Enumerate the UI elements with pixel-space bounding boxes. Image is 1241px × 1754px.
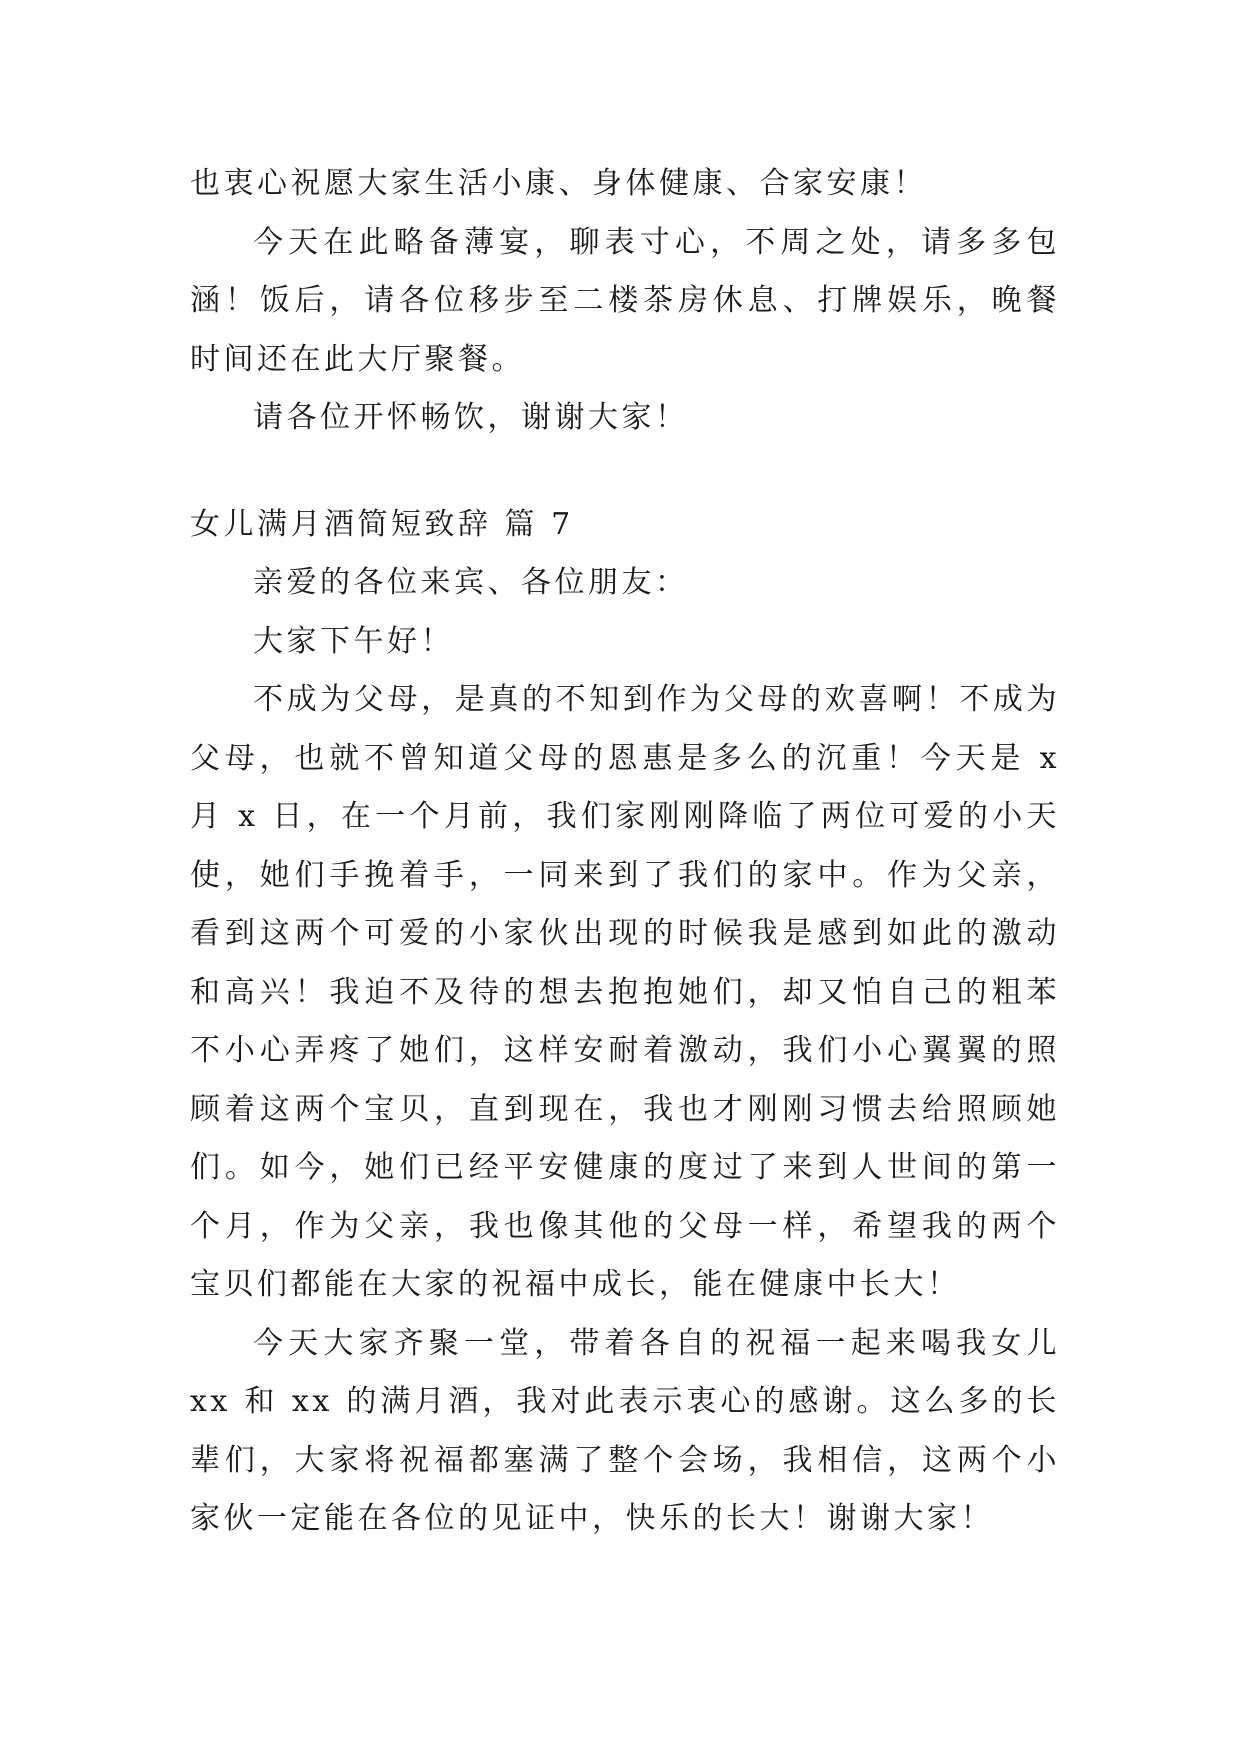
paragraph-thanks: 今天大家齐聚一堂，带着各自的祝福一起来喝我女儿 xx 和 xx 的满月酒，我对此表示衷心的感谢。这么多的长辈们，大家将祝福都塞满了整个会场，我相信，这两个小家伙一定能在各位的见证中，快乐的长大！谢谢大家！ xyxy=(190,1325,1060,1536)
paragraph-parenthood: 不成为父母，是真的不知到作为父母的欢喜啊！不成为父母，也就不曾知道父母的恩惠是多么的沉重！今天是 x 月 x 日，在一个月前，我们家刚刚降临了两位可爱的小天使，她们手挽着手，一同来到了我们的家中。作为父亲，看到这两个可爱的小家伙出现的时候我是感到如此的激动和高兴！我迫不及待的想去抱抱她们，却又怕自己的粗苯不小心弄疼了她们，这样安耐着激动，我们小心翼翼的照顾着这两个宝贝，直到现在，我也才刚刚习惯去给照顾她们。如今，她们已经平安健康的度过了来到人世间的第一个月，作为父亲，我也像其他的父母一样，希望我的两个宝贝们都能在大家的祝福中成长，能在健康中长大！ xyxy=(190,682,1060,1302)
paragraph-banquet-notice: 今天在此略备薄宴，聊表寸心，不周之处，请多多包涵！饭后，请各位移步至二楼茶房休息、打牌娱乐，晚餐时间还在此大厅聚餐。 xyxy=(190,224,1060,377)
paragraph-salutation: 亲爱的各位来宾、各位朋友： xyxy=(253,565,689,600)
document-body xyxy=(190,155,1060,1549)
paragraph-closing-wishes: 也衷心祝愿大家生活小康、身体健康、合家安康！ xyxy=(190,166,927,201)
section-heading: 女儿满月酒简短致辞 篇 7 xyxy=(190,506,574,542)
paragraph-greeting: 大家下午好！ xyxy=(253,623,454,659)
paragraph-toast: 请各位开怀畅饮，谢谢大家！ xyxy=(253,400,689,435)
